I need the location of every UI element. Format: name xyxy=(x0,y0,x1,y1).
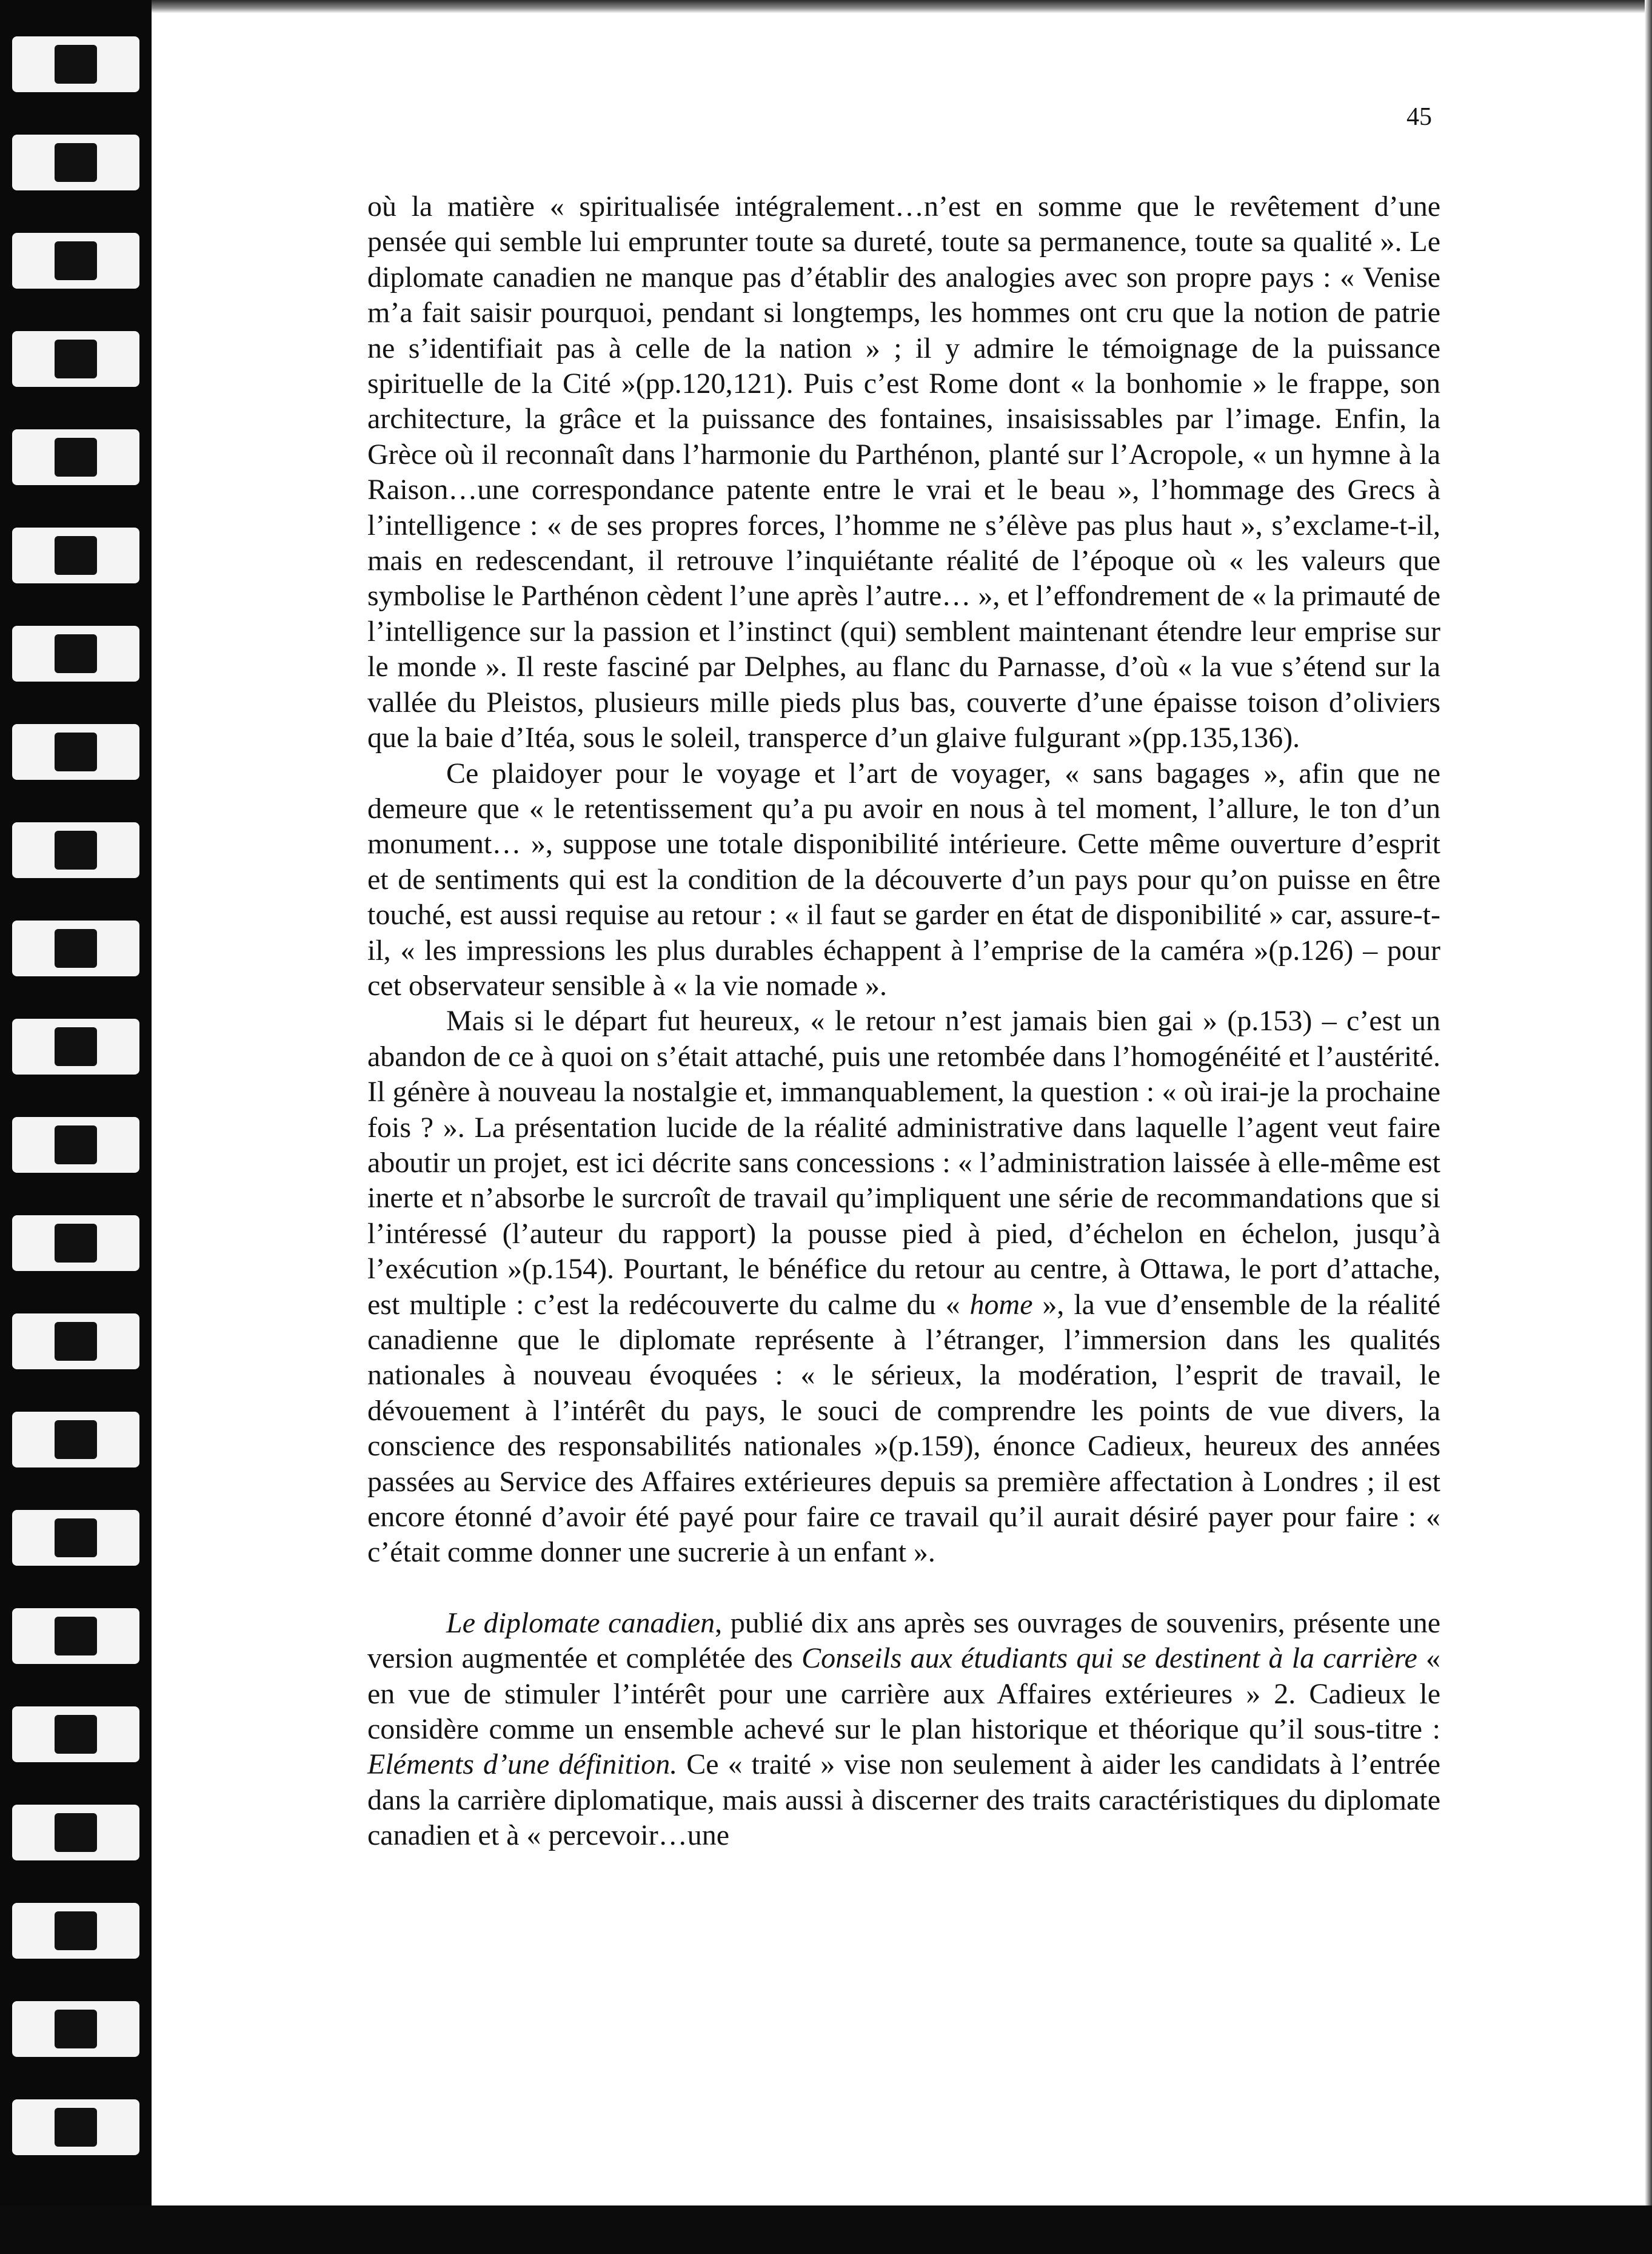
binding-ring xyxy=(12,2099,139,2155)
italic-text-run: Eléments d’une définition. xyxy=(367,1748,678,1781)
binding-ring xyxy=(12,1608,139,1664)
binding-ring xyxy=(12,135,139,190)
text-run: Ce plaidoyer pour le voyage et l’art de voyager, « sans bagages », afin que ne demeure que « le retentissement qu’a pu avoir en nous à tel moment, l’allure, le ton d’un monument… », suppose une totale disponibilité intérieure. Cette même ouverture d’esprit et de sentiments qui est la condition de la découverte d’un pays pour qu’on puisse en être touché, est aussi requise au retour : « il faut se garder en état de disponibilité » car, assure-t-il, « les impressions les plus durables échappent à l’emprise de la caméra »(p.126) – pour cet observateur sensible à « la vie nomade ». xyxy=(367,757,1440,1002)
binding-ring xyxy=(12,921,139,976)
binding-ring xyxy=(12,1903,139,1959)
italic-text-run: Conseils aux étudiants qui se destinent à la carrière xyxy=(801,1642,1417,1675)
binding-ring xyxy=(12,626,139,682)
text-run: , publié dix ans après ses ouvrages de souvenirs, présente une version augmentée et complétée des xyxy=(367,1606,1441,1675)
binding-ring xyxy=(12,1510,139,1566)
binding-ring xyxy=(12,331,139,387)
text-run: », la vue d’ensemble de la réalité canadienne que le diplomate représente à l’étranger, l’immersion dans les qualités nationales à nouveau évoquées : « le sérieux, la modération, l’esprit de travail, le dévouement à l’intérêt du pays, le souci de comprendre les points de vue divers, la conscience des responsabilités nationales »(p.159), énonce Cadieux, heureux des années passées au Service des Affaires extérieures depuis sa première affectation à Londres ; il est encore étonné d’avoir été payé pour faire ce travail qu’il aurait désiré payer pour faire : « c’était comme donner une sucrerie à un enfant ». xyxy=(367,1288,1440,1569)
binding-ring xyxy=(12,528,139,583)
binding-ring xyxy=(12,1215,139,1271)
text-run: « en vue de stimuler l’intérêt pour une carrière aux Affaires extérieures » 2. Cadieux le considère comme un ensemble achevé sur le plan historique et théorique qu’il sous-titre : xyxy=(367,1642,1440,1746)
binding-ring xyxy=(12,1117,139,1173)
binding-ring xyxy=(12,2001,139,2057)
text-run: Ce « traité » vise non seulement à aider les candidats à l’entrée dans la carrière diplomatique, mais aussi à discerner des traits caractéristiques du diplomate canadien et à « percevoir…une xyxy=(367,1748,1441,1852)
scan-right-edge xyxy=(1645,0,1652,2254)
binding-ring xyxy=(12,233,139,289)
text-run: Mais si le départ fut heureux, « le retour n’est jamais bien gai » (p.153) – c’est un abandon de ce à quoi on s’était attaché, puis une retombée dans l’homogénéité et l’austérité. Il génère à nouveau la nostalgie et, immanquablement, la question : « où irai-je la prochaine fois ? ». La présentation lucide de la réalité administrative dans laquelle l’agent veut faire aboutir un projet, est ici décrite sans concessions : « l’administration laissée à elle-même est inerte et n’absorbe le surcroît de travail qu’impliquent une série de recommandations que si l’intéressé (l’auteur du rapport) la pousse pied à pied, d’échelon en échelon, jusqu’à l’exécution »(p.154). Pourtant, le bénéfice du retour au centre, à Ottawa, le port d’attache, est multiple : c’est la redécouverte du calme du « xyxy=(367,1005,1440,1321)
binding-ring xyxy=(12,429,139,485)
paragraph-1 xyxy=(367,189,1440,756)
body-text xyxy=(367,189,1440,1854)
italic-text-run: Le diplomate canadien xyxy=(446,1606,715,1639)
scan-top-edge xyxy=(152,0,1652,13)
paragraph-4 xyxy=(367,1606,1440,1854)
italic-text-run: home xyxy=(969,1288,1033,1321)
binding-ring xyxy=(12,724,139,780)
scan-bottom-edge xyxy=(0,2205,1652,2254)
spiral-binding xyxy=(0,0,152,2254)
binding-ring xyxy=(12,36,139,92)
binding-ring xyxy=(12,1805,139,1860)
binding-ring xyxy=(12,1706,139,1762)
binding-ring xyxy=(12,822,139,878)
paragraph-2 xyxy=(367,756,1440,1004)
paragraph-3 xyxy=(367,1004,1440,1571)
binding-ring xyxy=(12,1412,139,1467)
binding-ring xyxy=(12,1313,139,1369)
page-number: 45 xyxy=(1406,103,1432,131)
text-run: où la matière « spiritualisée intégralement…n’est en somme que le revêtement d’une pensée qui semble lui emprunter toute sa dureté, toute sa permanence, toute sa qualité ». Le diplomate canadien ne manque pas d’établir des analogies avec son propre pays : « Venise m’a fait saisir pourquoi, pendant si longtemps, les hommes ont cru que la notion de patrie ne s’identifiait pas à celle de la nation » ; il y admire le témoignage de la puissance spirituelle de la Cité »(pp.120,121). Puis c’est Rome dont « la bonhomie » le frappe, son architecture, la grâce et la puissance des fontaines, insaisissables par l’image. Enfin, la Grèce où il reconnaît dans l’harmonie du Parthénon, planté sur l’Acropole, « un hymne à la Raison…une correspondance patente entre le vrai et le beau », l’hommage des Grecs à l’intelligence : « de ses propres forces, l’homme ne s’élève pas plus haut », s’exclame-t-il, mais en redescendant, il retrouve l’inquiétante réalité de l’époque où « les valeurs que symbolise le Parthénon cèdent l’une après l’autre… », et l’effondrement de « la primauté de l’intelligence sur la passion et l’instinct (qui) semblent maintenant étendre leur emprise sur le monde ». Il reste fasciné par Delphes, au flanc du Parnasse, d’où « la vue s’étend sur la vallée du Pleistos, plusieurs mille pieds plus bas, couverte d’une épaisse toison d’oliviers que la baie d’Itéa, sous le soleil, transperce d’un glaive fulgurant »(pp.135,136). xyxy=(367,190,1440,754)
binding-ring xyxy=(12,1019,139,1075)
